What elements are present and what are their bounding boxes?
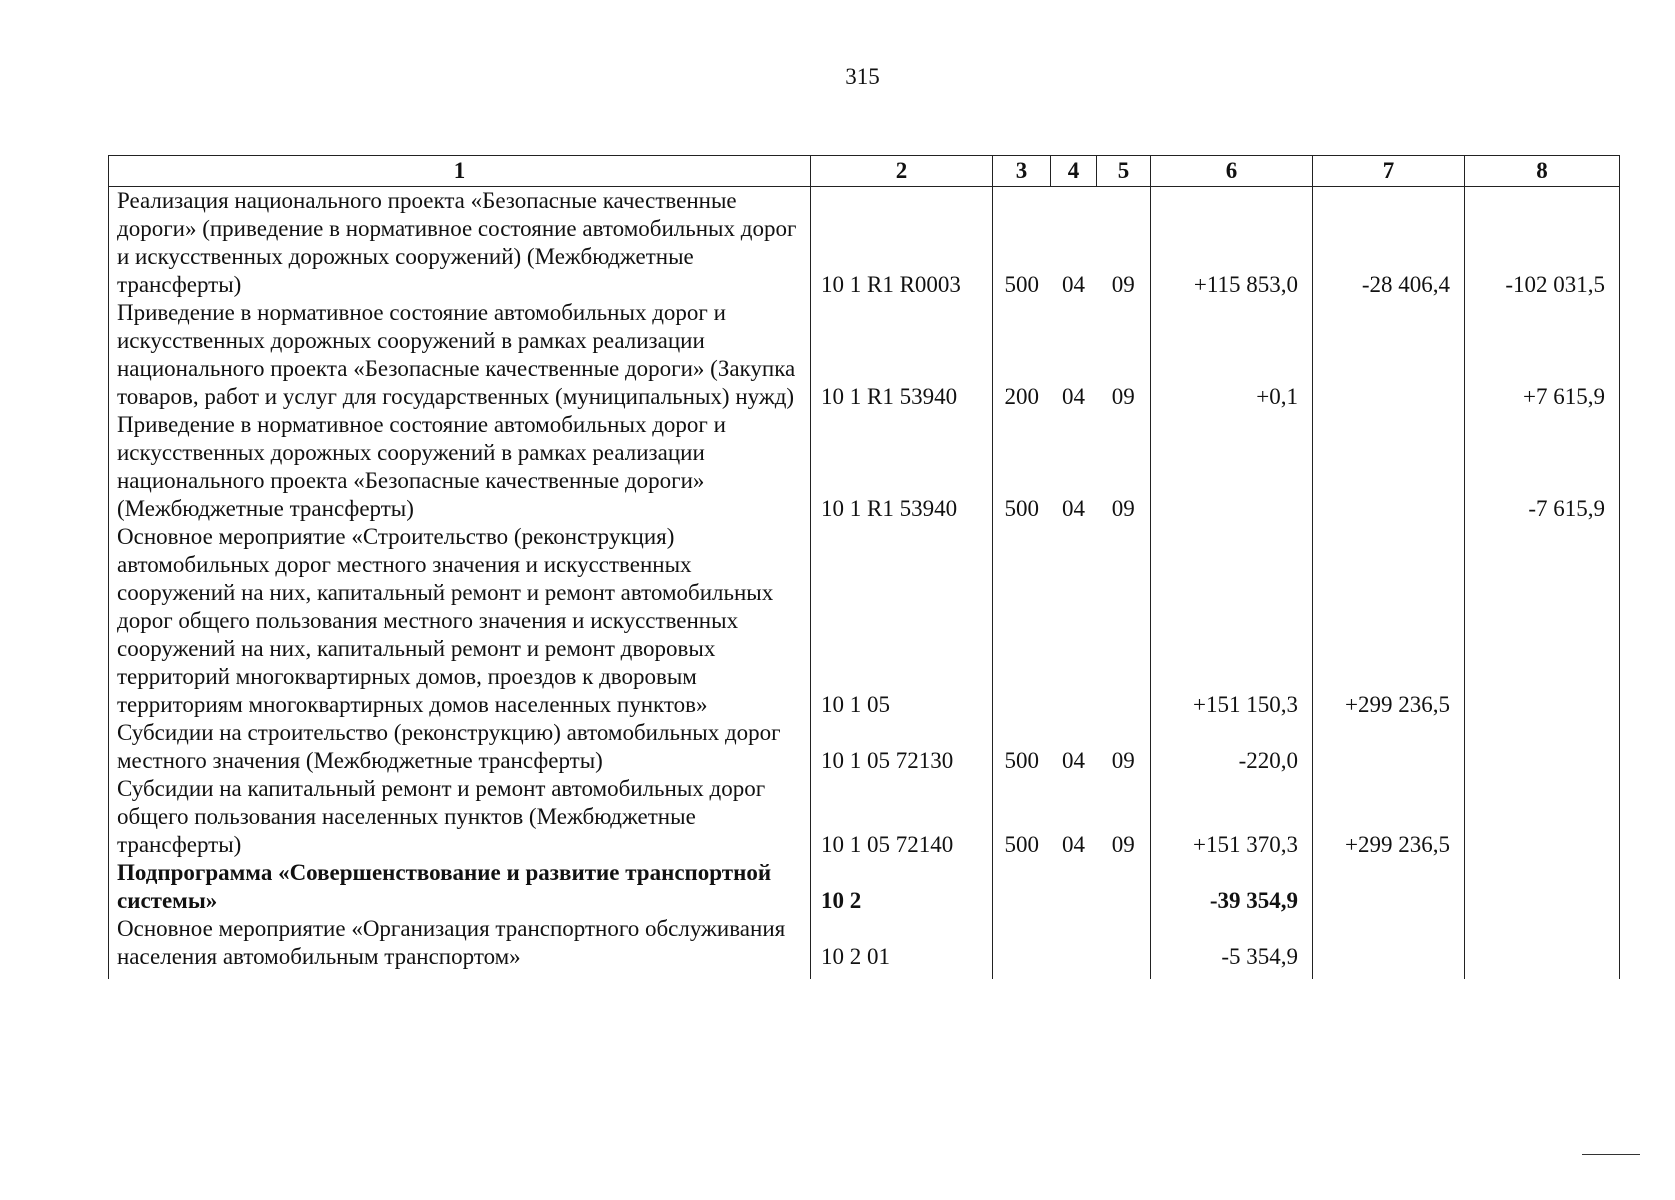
row-description: Основное мероприятие «Организация транспортного обслуживания населения автомобильным транспортом» (109, 915, 811, 979)
row-value-7 (1313, 859, 1465, 915)
row-value-8: -102 031,5 (1465, 187, 1620, 300)
row-value-7 (1313, 915, 1465, 979)
row-value-8 (1465, 719, 1620, 775)
row-code: 10 2 (811, 859, 993, 915)
row-code: 10 1 R1 53940 (811, 411, 993, 523)
row-description: Реализация национального проекта «Безопасные качественные дороги» (приведение в нормативное состояние автомобильных дорог и искусственных дорожных сооружений) (Межбюджетные трансферты) (109, 187, 811, 300)
column-header-7: 7 (1313, 156, 1465, 187)
row-description: Субсидии на строительство (реконструкцию) автомобильных дорог местного значения (Межбюджетные трансферты) (109, 719, 811, 775)
budget-table (108, 155, 1620, 979)
row-value-6: +115 853,0 (1151, 187, 1313, 300)
row-section: 04 (1062, 832, 1085, 857)
column-header-4: 4 (1051, 156, 1097, 187)
row-value-7: -28 406,4 (1313, 187, 1465, 300)
row-subsection (1097, 523, 1151, 719)
row-value-6: -39 354,9 (1151, 859, 1313, 915)
row-value-7 (1313, 299, 1465, 411)
row-section (1051, 915, 1097, 979)
row-expense-type (993, 859, 1051, 915)
row-code: 10 1 05 (811, 523, 993, 719)
row-value-6: -220,0 (1151, 719, 1313, 775)
row-value-8 (1465, 523, 1620, 719)
row-value-6: +151 150,3 (1151, 523, 1313, 719)
table-row (109, 411, 1620, 523)
row-value-6 (1151, 411, 1313, 523)
table-row (109, 775, 1620, 859)
column-header-6: 6 (1151, 156, 1313, 187)
column-header-3: 3 (993, 156, 1051, 187)
row-subsection: 09 (1097, 775, 1151, 859)
column-header-8: 8 (1465, 156, 1620, 187)
row-value-8: -7 615,9 (1465, 411, 1620, 523)
scan-mark (1582, 1154, 1640, 1155)
row-code: 10 1 05 72140 (811, 775, 993, 859)
row-section: 04 (1062, 384, 1085, 409)
row-expense-type (993, 915, 1051, 979)
row-section (1051, 859, 1097, 915)
row-code: 10 2 01 (811, 915, 993, 979)
row-code: 10 1 R1 R0003 (811, 187, 993, 300)
row-value-8 (1465, 915, 1620, 979)
row-value-7: +299 236,5 (1313, 523, 1465, 719)
table-body (109, 187, 1620, 980)
table-row (109, 915, 1620, 979)
row-subsection: 09 (1097, 187, 1151, 300)
row-section: 04 (1062, 272, 1085, 297)
table-header (109, 156, 1620, 187)
row-value-6: +0,1 (1151, 299, 1313, 411)
column-header-5: 5 (1097, 156, 1151, 187)
column-header-2: 2 (811, 156, 993, 187)
table-row (109, 719, 1620, 775)
row-subsection: 09 (1097, 719, 1151, 775)
row-subsection: 09 (1097, 299, 1151, 411)
row-subsection (1097, 859, 1151, 915)
row-description: Основное мероприятие «Строительство (реконструкция) автомобильных дорог местного значения и искусственных сооружений на них, капитальный ремонт и ремонт автомобильных дорог общего пользования местного значения и искусственных сооружений на них, капитальный ремонт и ремонт дворовых территорий многоквартирных домов, проездов к дворовым территориям многоквартирных домов населенных пунктов» (109, 523, 811, 719)
table-row (109, 523, 1620, 719)
row-value-6: +151 370,3 (1151, 775, 1313, 859)
row-section: 04 (1062, 496, 1085, 521)
row-section: 04 (1062, 748, 1085, 773)
row-expense-type: 500 (993, 719, 1051, 775)
row-expense-type: 500 (993, 775, 1051, 859)
table-row (109, 187, 1620, 300)
row-code: 10 1 R1 53940 (811, 299, 993, 411)
row-value-8 (1465, 859, 1620, 915)
table-row (109, 299, 1620, 411)
row-value-7 (1313, 411, 1465, 523)
row-expense-type: 200 (993, 299, 1051, 411)
row-code: 10 1 05 72130 (811, 719, 993, 775)
row-description: Субсидии на капитальный ремонт и ремонт автомобильных дорог общего пользования населенных пунктов (Межбюджетные трансферты) (109, 775, 811, 859)
row-value-7: +299 236,5 (1313, 775, 1465, 859)
row-value-6: -5 354,9 (1151, 915, 1313, 979)
row-value-8 (1465, 775, 1620, 859)
row-description: Приведение в нормативное состояние автомобильных дорог и искусственных дорожных сооружений в рамках реализации национального проекта «Безопасные качественные дороги» (Межбюджетные трансферты) (109, 411, 811, 523)
row-section (1051, 523, 1097, 719)
row-subsection (1097, 915, 1151, 979)
row-expense-type: 500 (993, 187, 1051, 300)
page-number: 315 (845, 64, 880, 89)
column-header-1: 1 (109, 156, 811, 187)
row-value-8: +7 615,9 (1465, 299, 1620, 411)
row-description: Приведение в нормативное состояние автомобильных дорог и искусственных дорожных сооружений в рамках реализации национального проекта «Безопасные качественные дороги» (Закупка товаров, работ и услуг для государственных (муниципальных) нужд) (109, 299, 811, 411)
row-description: Подпрограмма «Совершенствование и развитие транспортной системы» (109, 859, 811, 915)
row-expense-type: 500 (993, 411, 1051, 523)
table-row-subprogram (109, 859, 1620, 915)
row-subsection: 09 (1097, 411, 1151, 523)
row-value-7 (1313, 719, 1465, 775)
row-expense-type (993, 523, 1051, 719)
